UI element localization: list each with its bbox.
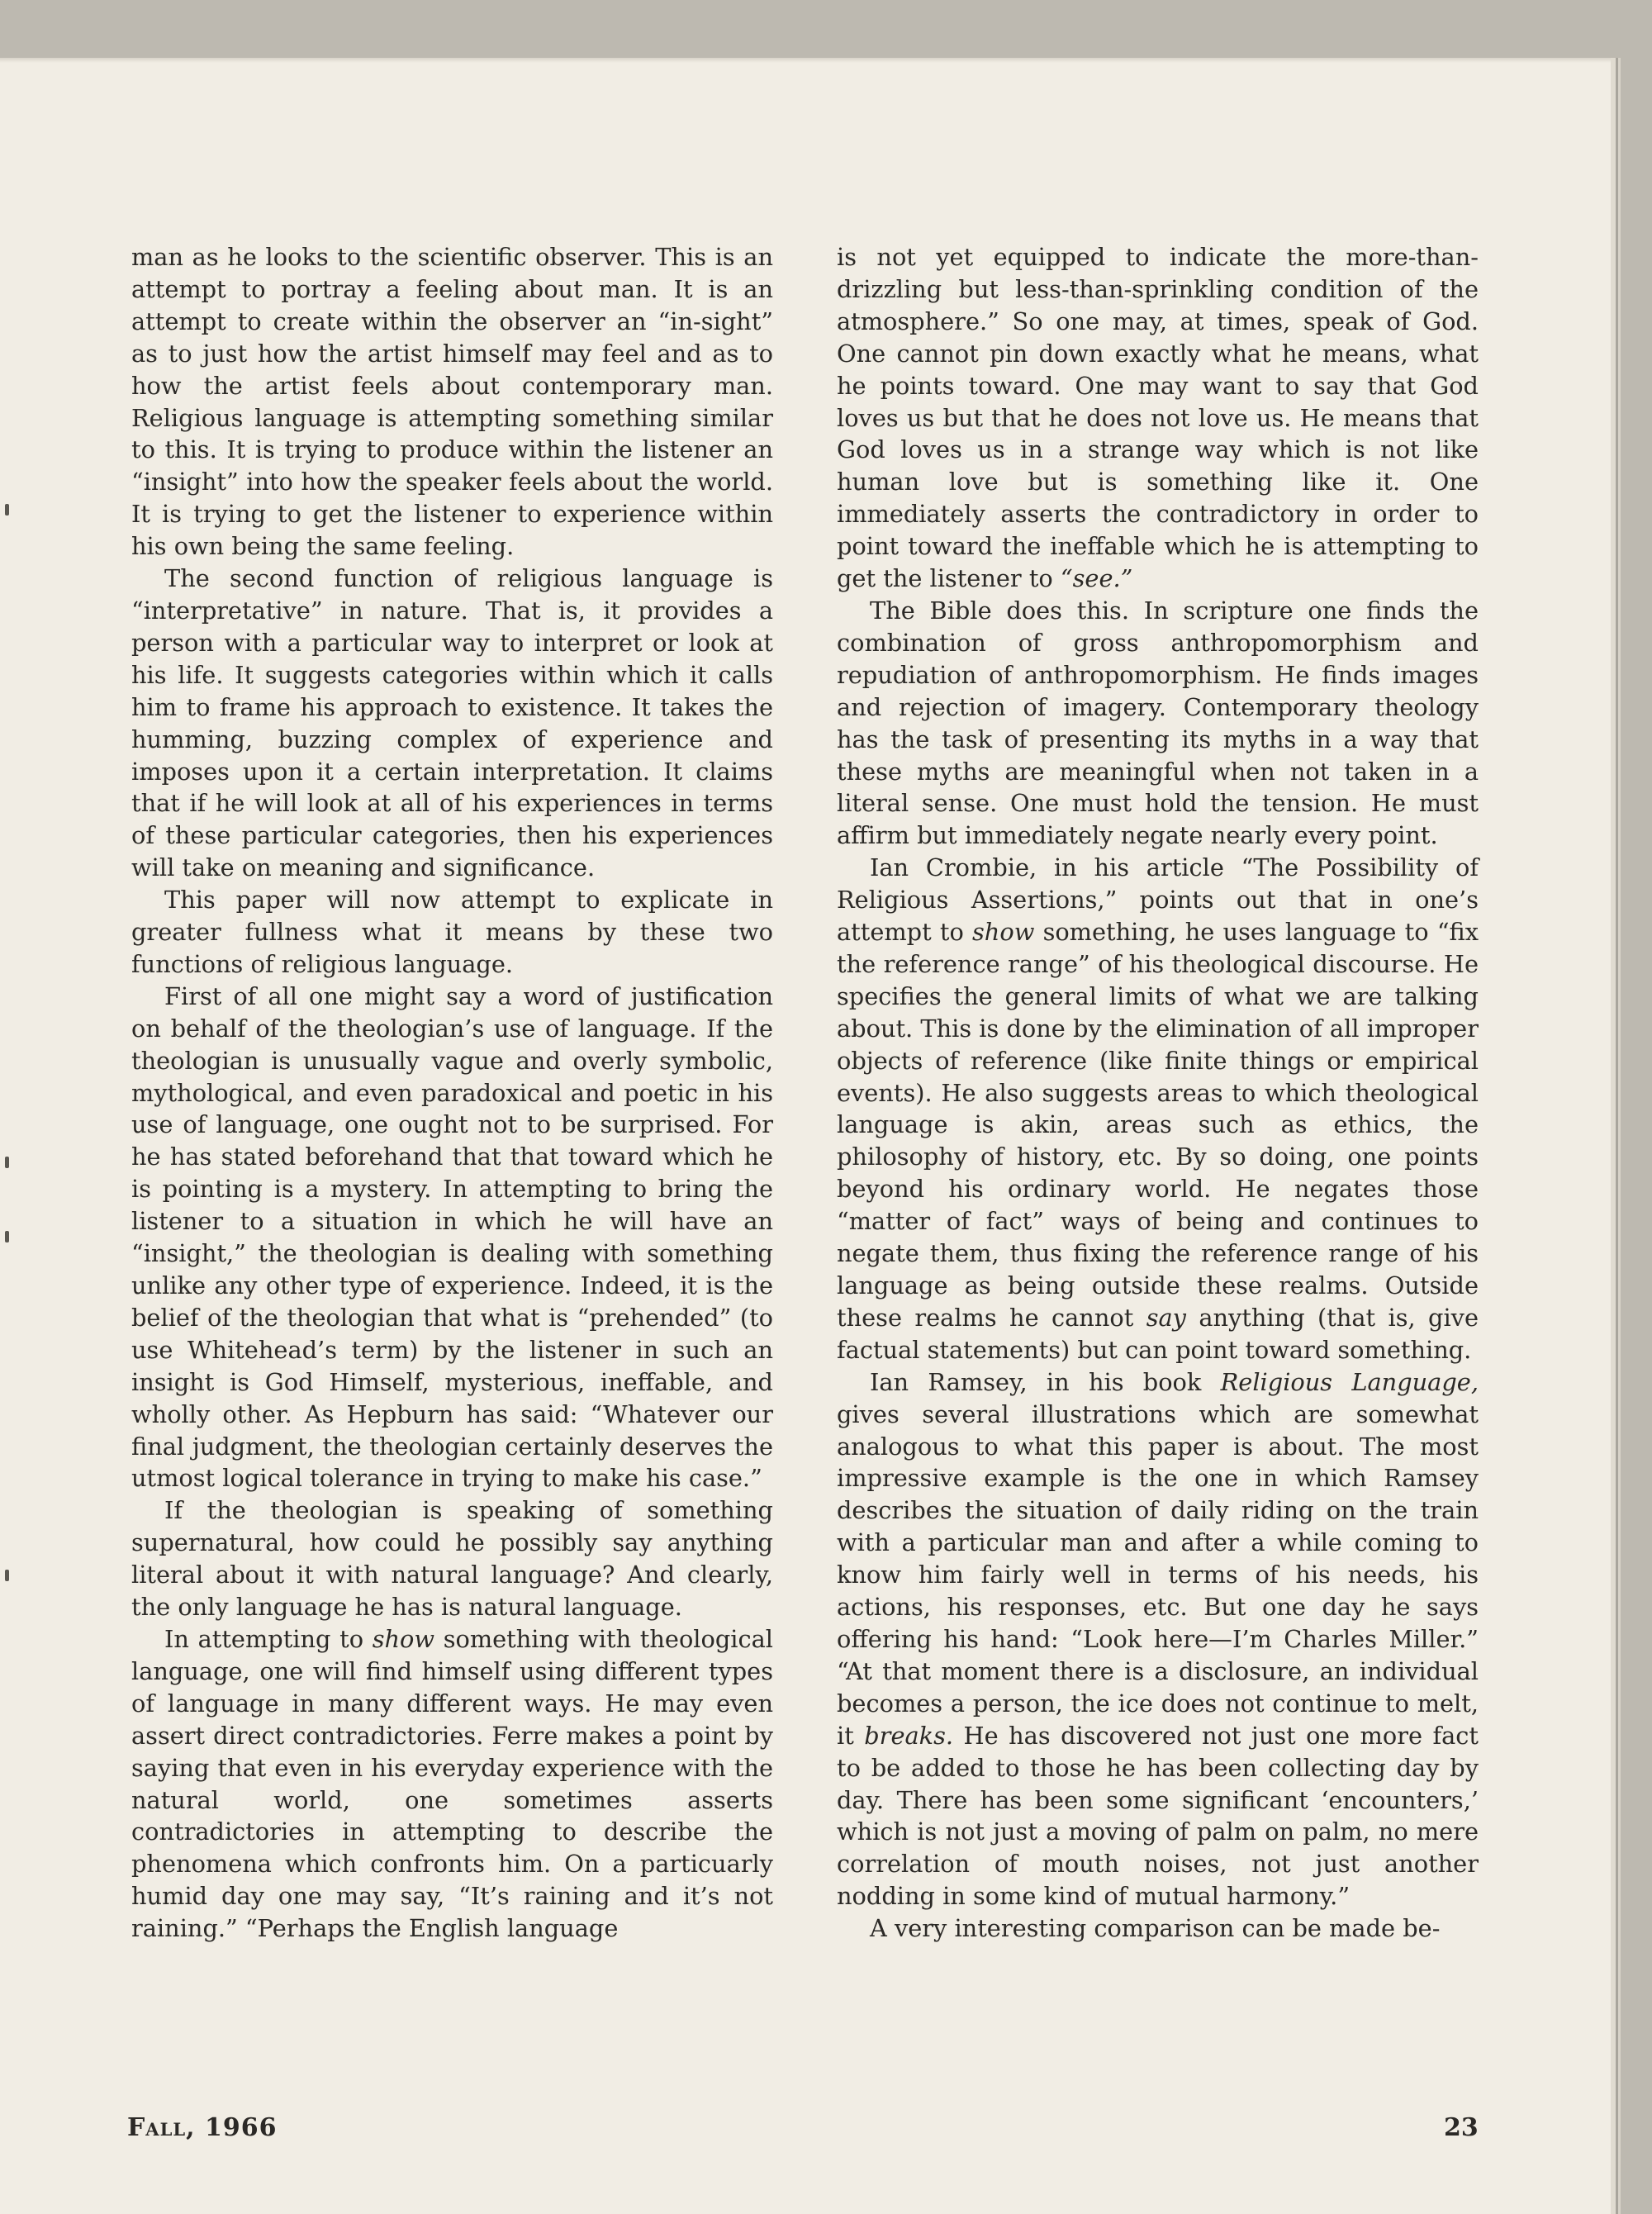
- paragraph: First of all one might say a word of justification on behalf of the theologian’s use of language. If the theologian is unusually vague and overly symbolic, mythological, and even paradoxical and poetic in his use of language, one ought not to be surprised. For he has stated beforehand that that toward which he is pointing is a mystery. In attempting to bring the listener to a situation in which he will have an “insight,” the theologian is dealing with something unlike any other type of experience. Indeed, it is the belief of the theologian that what is “prehended” (to use Whitehead’s term) by the listener in such an insight is God Himself, mysterious, ineffable, and wholly other. As Hepburn has said: “Whatever our final judgment, the theologian certainly deserves the utmost logical tolerance in trying to make his case.”: [131, 981, 773, 1493]
- journal-page: [0, 58, 1616, 2214]
- italic-emphasis: say: [1146, 1303, 1186, 1332]
- paragraph: [131, 1623, 773, 1945]
- italic-emphasis: show: [372, 1624, 435, 1653]
- binding-mark: [5, 504, 9, 515]
- binding-mark: [5, 1570, 9, 1581]
- issue-date: Fall, 1966: [127, 2113, 278, 2142]
- text-run: He has discovered not just one more fact to be added to those he has been collecting day by day. There has been some significant ‘encounters,’ which is not just a moving of palm on palm, no mere correlation of mouth noises, not just another nodding in some kind of mutual harmony.”: [837, 1721, 1479, 1911]
- book-title: Religious Language,: [1220, 1367, 1479, 1396]
- page-number: 23: [1444, 2113, 1479, 2142]
- paragraph: [837, 852, 1479, 1366]
- paragraph: [837, 1366, 1479, 1912]
- paragraph: [837, 241, 1479, 595]
- italic-emphasis: “see.”: [1060, 564, 1133, 593]
- left-text-column: [131, 241, 773, 1945]
- italic-emphasis: show: [972, 918, 1035, 947]
- text-run: Ian Crombie, in his article “The Possibility of Religious Assertions,” points out that in one’s attempt to: [837, 853, 1479, 947]
- text-run: gives several illustrations which are somewhat analogous to what this paper is about. The most impressive example is the one in which Ramsey describes the situation of daily riding on the train with a particular man and after a while coming to know him fairly well in terms of his needs, his actions, his responses, etc. But one day he says offering his hand: “Look here—I’m Charles Miller.” “At that moment there is a disclosure, an individual becomes a person, the ice does not continue to melt, it: [837, 1399, 1479, 1750]
- binding-mark: [5, 1157, 9, 1168]
- paragraph: The Bible does this. In scripture one finds the combination of gross anthropomorphism and repudiation of anthropomorphism. He finds images and rejection of imagery. Contemporary theology has the task of presenting its myths in a way that these myths are meaningful when not taken in a literal sense. One must hold the tension. He must affirm but immediately negate nearly every point.: [837, 596, 1479, 850]
- text-run: Ian Ramsey, in his book: [870, 1367, 1221, 1396]
- paragraph: The second function of religious language is “interpretative” in nature. That is, it provides a person with a particular way to interpret or look at his life. It suggests categories within which it calls him to frame his approach to existence. It takes the humming, buzzing complex of experience and imposes upon it a certain interpretation. It claims that if he will look at all of his experiences in terms of these particular categories, then his experiences will take on meaning and significance.: [131, 564, 773, 882]
- binding-mark: [5, 1231, 9, 1242]
- text-run: something, he uses language to “fix the reference range” of his theological discourse. He specifies the general limits of what we are talking about. This is done by the elimination of all improper objects of reference (like finite things or empirical events). He also suggests areas to which theological language is akin, areas such as ethics, the philosophy of history, etc. By so doing, one points beyond his ordinary world. He negates those “matter of fact” ways of being and continues to negate them, thus fixing the reference range of his language as being outside these realms. Outside these realms he cannot: [837, 918, 1479, 1332]
- italic-emphasis: breaks.: [864, 1721, 954, 1750]
- paragraph: man as he looks to the scientific observer. This is an attempt to portray a feeling about man. It is an attempt to create within the observer an “in-sight” as to just how the artist himself may feel and as to how the artist feels about contemporary man. Religious language is attempting something similar to this. It is trying to produce within the listener an “insight” into how the speaker feels about the world. It is trying to get the listener to experience within his own being the same feeling.: [131, 243, 773, 561]
- paragraph: This paper will now attempt to explicate in greater fullness what it means by these two functions of religious language.: [131, 886, 773, 978]
- right-text-column: [837, 241, 1479, 1945]
- text-run: something with theological language, one will find himself using different types of language in many different ways. He may even assert direct contradictories. Ferre makes a point by saying that even in his everyday experience with the natural world, one sometimes asserts contradictories in attempting to describe the phenomena which confronts him. On a particuarly humid day one may say, “It’s raining and it’s not raining.” “Perhaps the English language: [131, 1624, 773, 1943]
- paragraph: A very interesting comparison can be made be-: [870, 1914, 1441, 1943]
- paragraph: If the theologian is speaking of something supernatural, how could he possibly say anything literal about it with natural language? And clearly, the only language he has is natural language.: [131, 1496, 773, 1622]
- text-run: In attempting to: [164, 1624, 373, 1653]
- text-run: is not yet equipped to indicate the more-than-drizzling but less-than-sprinkling condition of the atmosphere.” So one may, at times, speak of God. One cannot pin down exactly what he means, what he points toward. One may want to say that God loves us but that he does not love us. He means that God loves us in a strange way which is not like human love but is something like it. One immediately asserts the contradictory in order to point toward the ineffable which he is attempting to get the listener to: [837, 243, 1479, 593]
- text-run: anything (that is, give factual statements) but can point toward something.: [837, 1303, 1479, 1364]
